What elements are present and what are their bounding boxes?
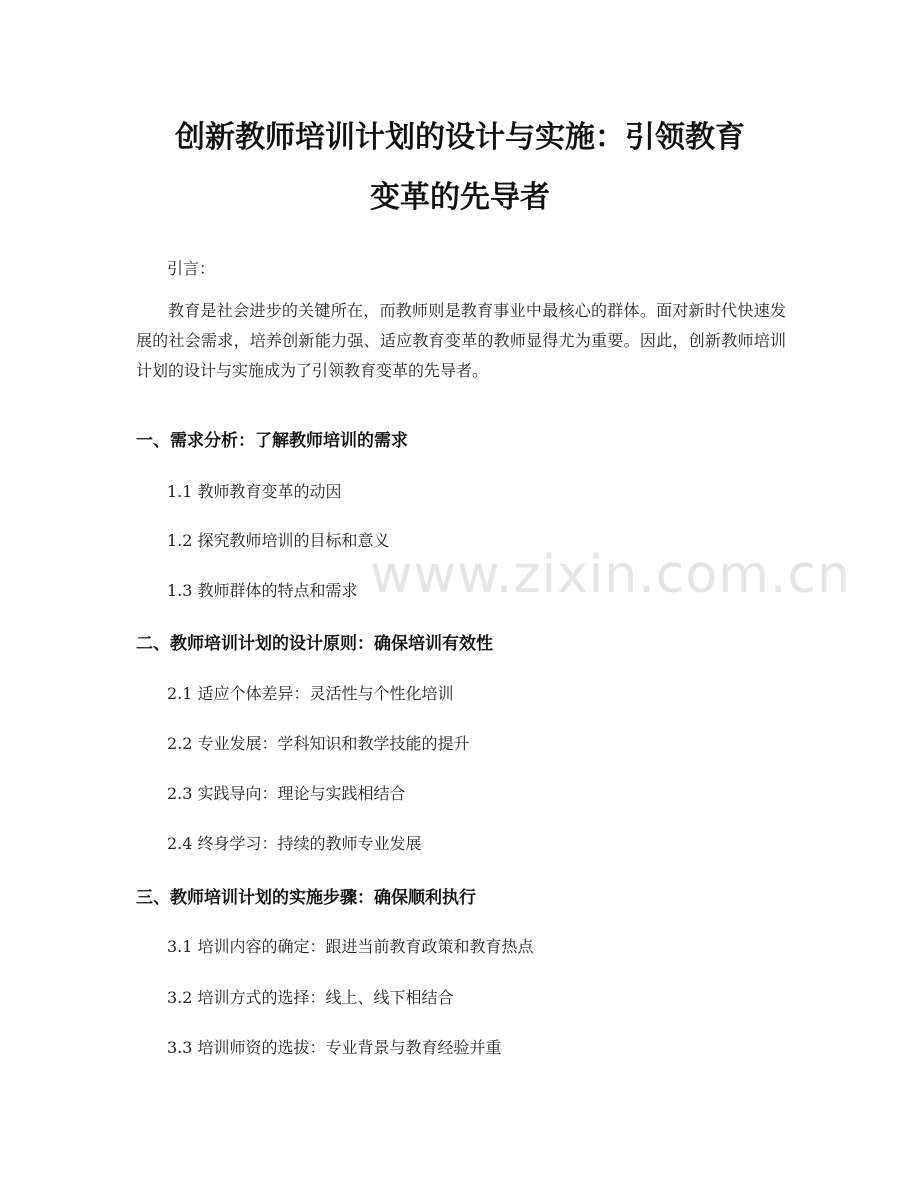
watermark: www.zixin.com.cn — [370, 545, 851, 605]
intro-paragraph: 教育是社会进步的关键所在，而教师则是教育事业中最核心的群体。面对新时代快速发展的社会需求，培养创新能力强、适应教育变革的教师显得尤为重要。因此，创新教师培训计划的设计与实施成为了引领教育变革的先导者。 — [136, 301, 786, 380]
section-3-item-1: 3.1 培训内容的确定：跟进当前教育政策和教育热点 — [167, 937, 534, 956]
section-2-item-4: 2.4 终身学习：持续的教师专业发展 — [167, 834, 422, 853]
section-1-item-2: 1.2 探究教师培训的目标和意义 — [167, 531, 390, 550]
section-2-heading: 二、教师培训计划的设计原则：确保培训有效性 — [136, 634, 493, 654]
document-title-line-1: 创新教师培训计划的设计与实施：引领教育 — [175, 120, 745, 155]
section-2-item-1: 2.1 适应个体差异：灵活性与个性化培训 — [167, 684, 454, 703]
intro-label: 引言： — [167, 259, 216, 278]
section-1-item-3: 1.3 教师群体的特点和需求 — [167, 581, 358, 600]
section-2-item-3: 2.3 实践导向：理论与实践相结合 — [167, 784, 406, 803]
section-3-heading: 三、教师培训计划的实施步骤：确保顺利执行 — [136, 888, 476, 908]
section-1-heading: 一、需求分析：了解教师培训的需求 — [136, 431, 408, 451]
section-3-item-2: 3.2 培训方式的选择：线上、线下相结合 — [167, 988, 454, 1007]
section-1-item-1: 1.1 教师教育变革的动因 — [167, 482, 342, 501]
section-3-item-3: 3.3 培训师资的选拔：专业背景与教育经验并重 — [167, 1038, 502, 1057]
section-2-item-2: 2.2 专业发展：学科知识和教学技能的提升 — [167, 734, 470, 753]
document-title-line-2: 变革的先导者 — [370, 180, 550, 215]
